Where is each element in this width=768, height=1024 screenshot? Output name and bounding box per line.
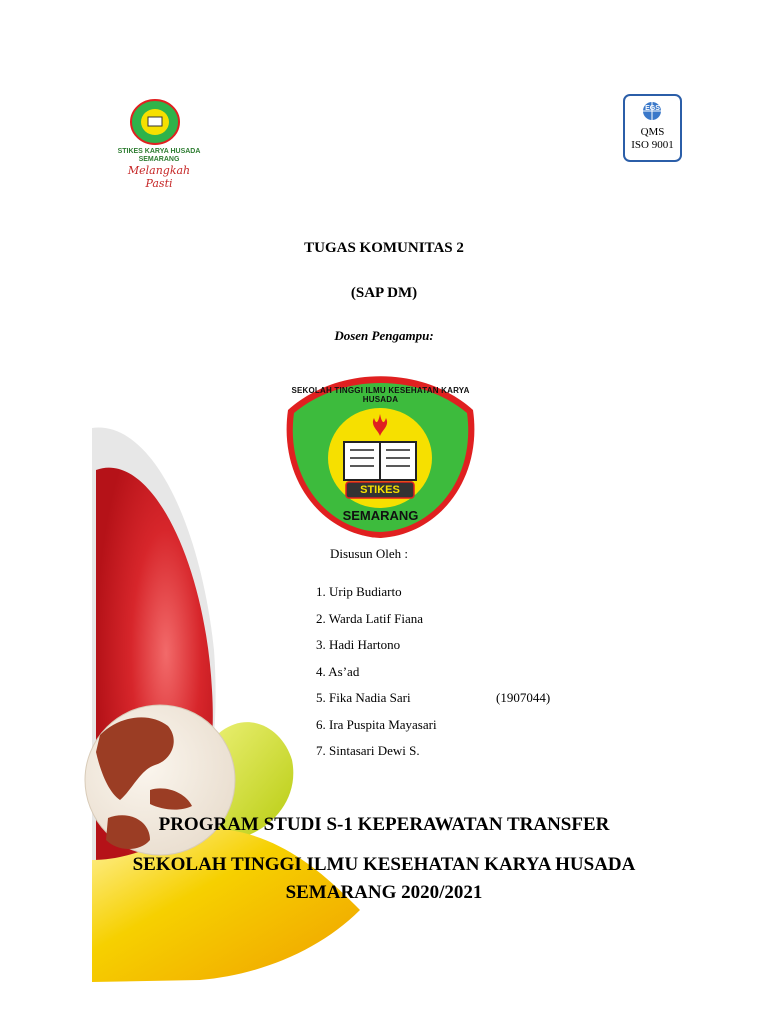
left-logo-line1: STIKES KARYA HUSADA <box>117 148 201 155</box>
center-logo-band: STIKES <box>360 484 400 496</box>
author-item: 7. Sintasari Dewi S. <box>316 743 420 758</box>
institution-heading: SEKOLAH TINGGI ILMU KESEHATAN KARYA HUSADA <box>132 854 636 875</box>
author-item: 1. Urip Budiarto <box>316 584 402 599</box>
city-year-heading: SEMARANG 2020/2021 <box>285 882 483 903</box>
authored-by-label: Disusun Oleh : <box>330 546 408 561</box>
author-item: 4. As’ad <box>316 664 360 679</box>
center-logo-ring: SEKOLAH TINGGI ILMU KESEHATAN KARYA HUSADA <box>291 386 470 404</box>
iso-line1: QMS <box>640 126 665 138</box>
author-id: (1907044) <box>496 690 551 705</box>
author-item: 5. Fika Nadia Sari <box>316 690 411 705</box>
iso-line2: ISO 9001 <box>631 139 674 151</box>
stikes-center-logo <box>278 370 483 540</box>
iso-badge <box>623 94 682 162</box>
author-item: 2. Warda Latif Fiana <box>316 611 424 626</box>
doc-subtitle: (SAP DM) <box>350 285 418 301</box>
stikes-header-logo <box>104 98 214 190</box>
iso-brand: EGS <box>645 105 660 112</box>
left-logo-tagline: Melangkah Pasti <box>127 164 191 190</box>
author-item: 6. Ira Puspita Mayasari <box>316 717 437 732</box>
lecturer-label: Dosen Pengampu: <box>334 328 434 343</box>
author-item: 3. Hadi Hartono <box>316 637 401 652</box>
program-heading: PROGRAM STUDI S-1 KEPERAWATAN TRANSFER <box>158 814 610 835</box>
doc-title: TUGAS KOMUNITAS 2 <box>304 240 464 256</box>
center-logo-bottom: SEMARANG <box>342 508 419 523</box>
left-logo-line2: SEMARANG <box>138 156 180 163</box>
